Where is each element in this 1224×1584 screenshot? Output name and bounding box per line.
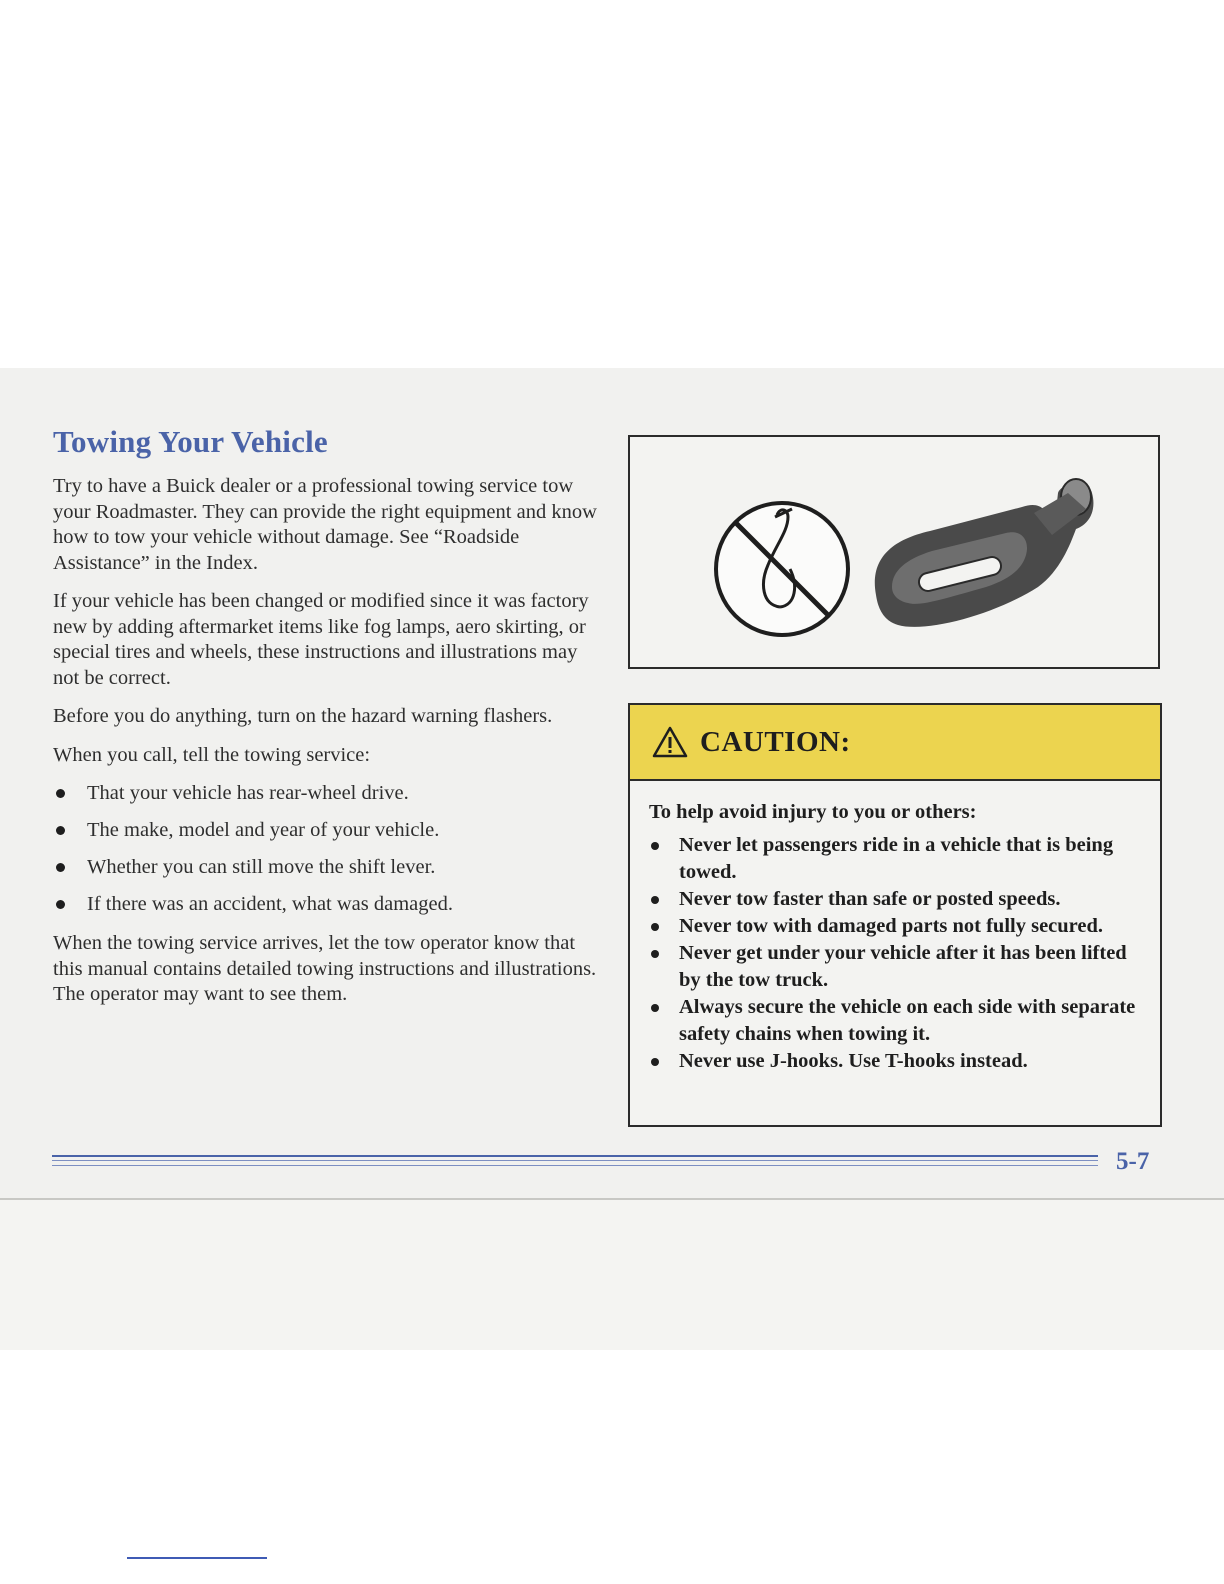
bullet-icon [651,896,659,904]
warning-triangle-icon [652,726,688,758]
call-paragraph: When you call, tell the towing service: [53,743,371,766]
caution-list [649,832,1146,1075]
list-item: Whether you can still move the shift lever. [53,855,598,880]
towing-section [53,424,598,1021]
list-item: The make, model and year of your vehicle. [53,818,598,843]
hook-illustration [628,435,1160,669]
no-j-hook-icon [716,503,848,635]
intro-paragraph: Try to have a Buick dealer or a professional towing service tow your Roadmaster. They can provide the right equipment and know how to tow your vehicle without damage. See “Roadside Assistance” in the Index. [53,475,597,574]
section-title: Towing Your Vehicle [53,424,328,459]
page-lower-margin [0,1198,1224,1350]
caution-body [630,781,1160,1075]
bullet-icon [56,826,65,835]
bullet-icon [56,789,65,798]
bullet-icon [651,923,659,931]
closing-paragraph: When the towing service arrives, let the tow operator know that this manual contains detailed towing instructions and illustrations. The operator may want to see them. [53,932,597,1005]
caution-title: CAUTION: [700,725,851,758]
caution-lead: To help avoid injury to you or others: [649,801,977,823]
hazard-paragraph: Before you do anything, turn on the hazard warning flashers. [53,705,553,727]
list-item: Never tow with damaged parts not fully secured. [649,913,1146,940]
bullet-icon [56,900,65,909]
list-item: Never tow faster than safe or posted speeds. [649,886,1146,913]
page-number: 5-7 [1116,1148,1150,1175]
bullet-icon [651,1004,659,1012]
bullet-icon [651,950,659,958]
list-item: Always secure the vehicle on each side with separate safety chains when towing it. [649,994,1146,1048]
t-hook-icon [875,479,1094,627]
caution-header [630,705,1160,781]
modification-paragraph: If your vehicle has been changed or modified since it was factory new by adding aftermarket items like fog lamps, aero skirting, or special tires and wheels, these instructions and illustrations may not be correct. [53,590,589,689]
bullet-icon [651,842,659,850]
bottom-rule [127,1557,267,1559]
hook-illustration-svg [630,437,1158,667]
towing-info-list [53,781,598,917]
list-item: If there was an accident, what was damaged. [53,892,598,917]
bullet-icon [56,863,65,872]
list-item: Never use J-hooks. Use T-hooks instead. [649,1048,1146,1075]
list-item: That your vehicle has rear-wheel drive. [53,781,598,806]
footer-rule [52,1155,1098,1175]
list-item: Never let passengers ride in a vehicle that is being towed. [649,832,1146,886]
caution-box [628,703,1162,1127]
list-item: Never get under your vehicle after it has been lifted by the tow truck. [649,940,1146,994]
bullet-icon [651,1058,659,1066]
